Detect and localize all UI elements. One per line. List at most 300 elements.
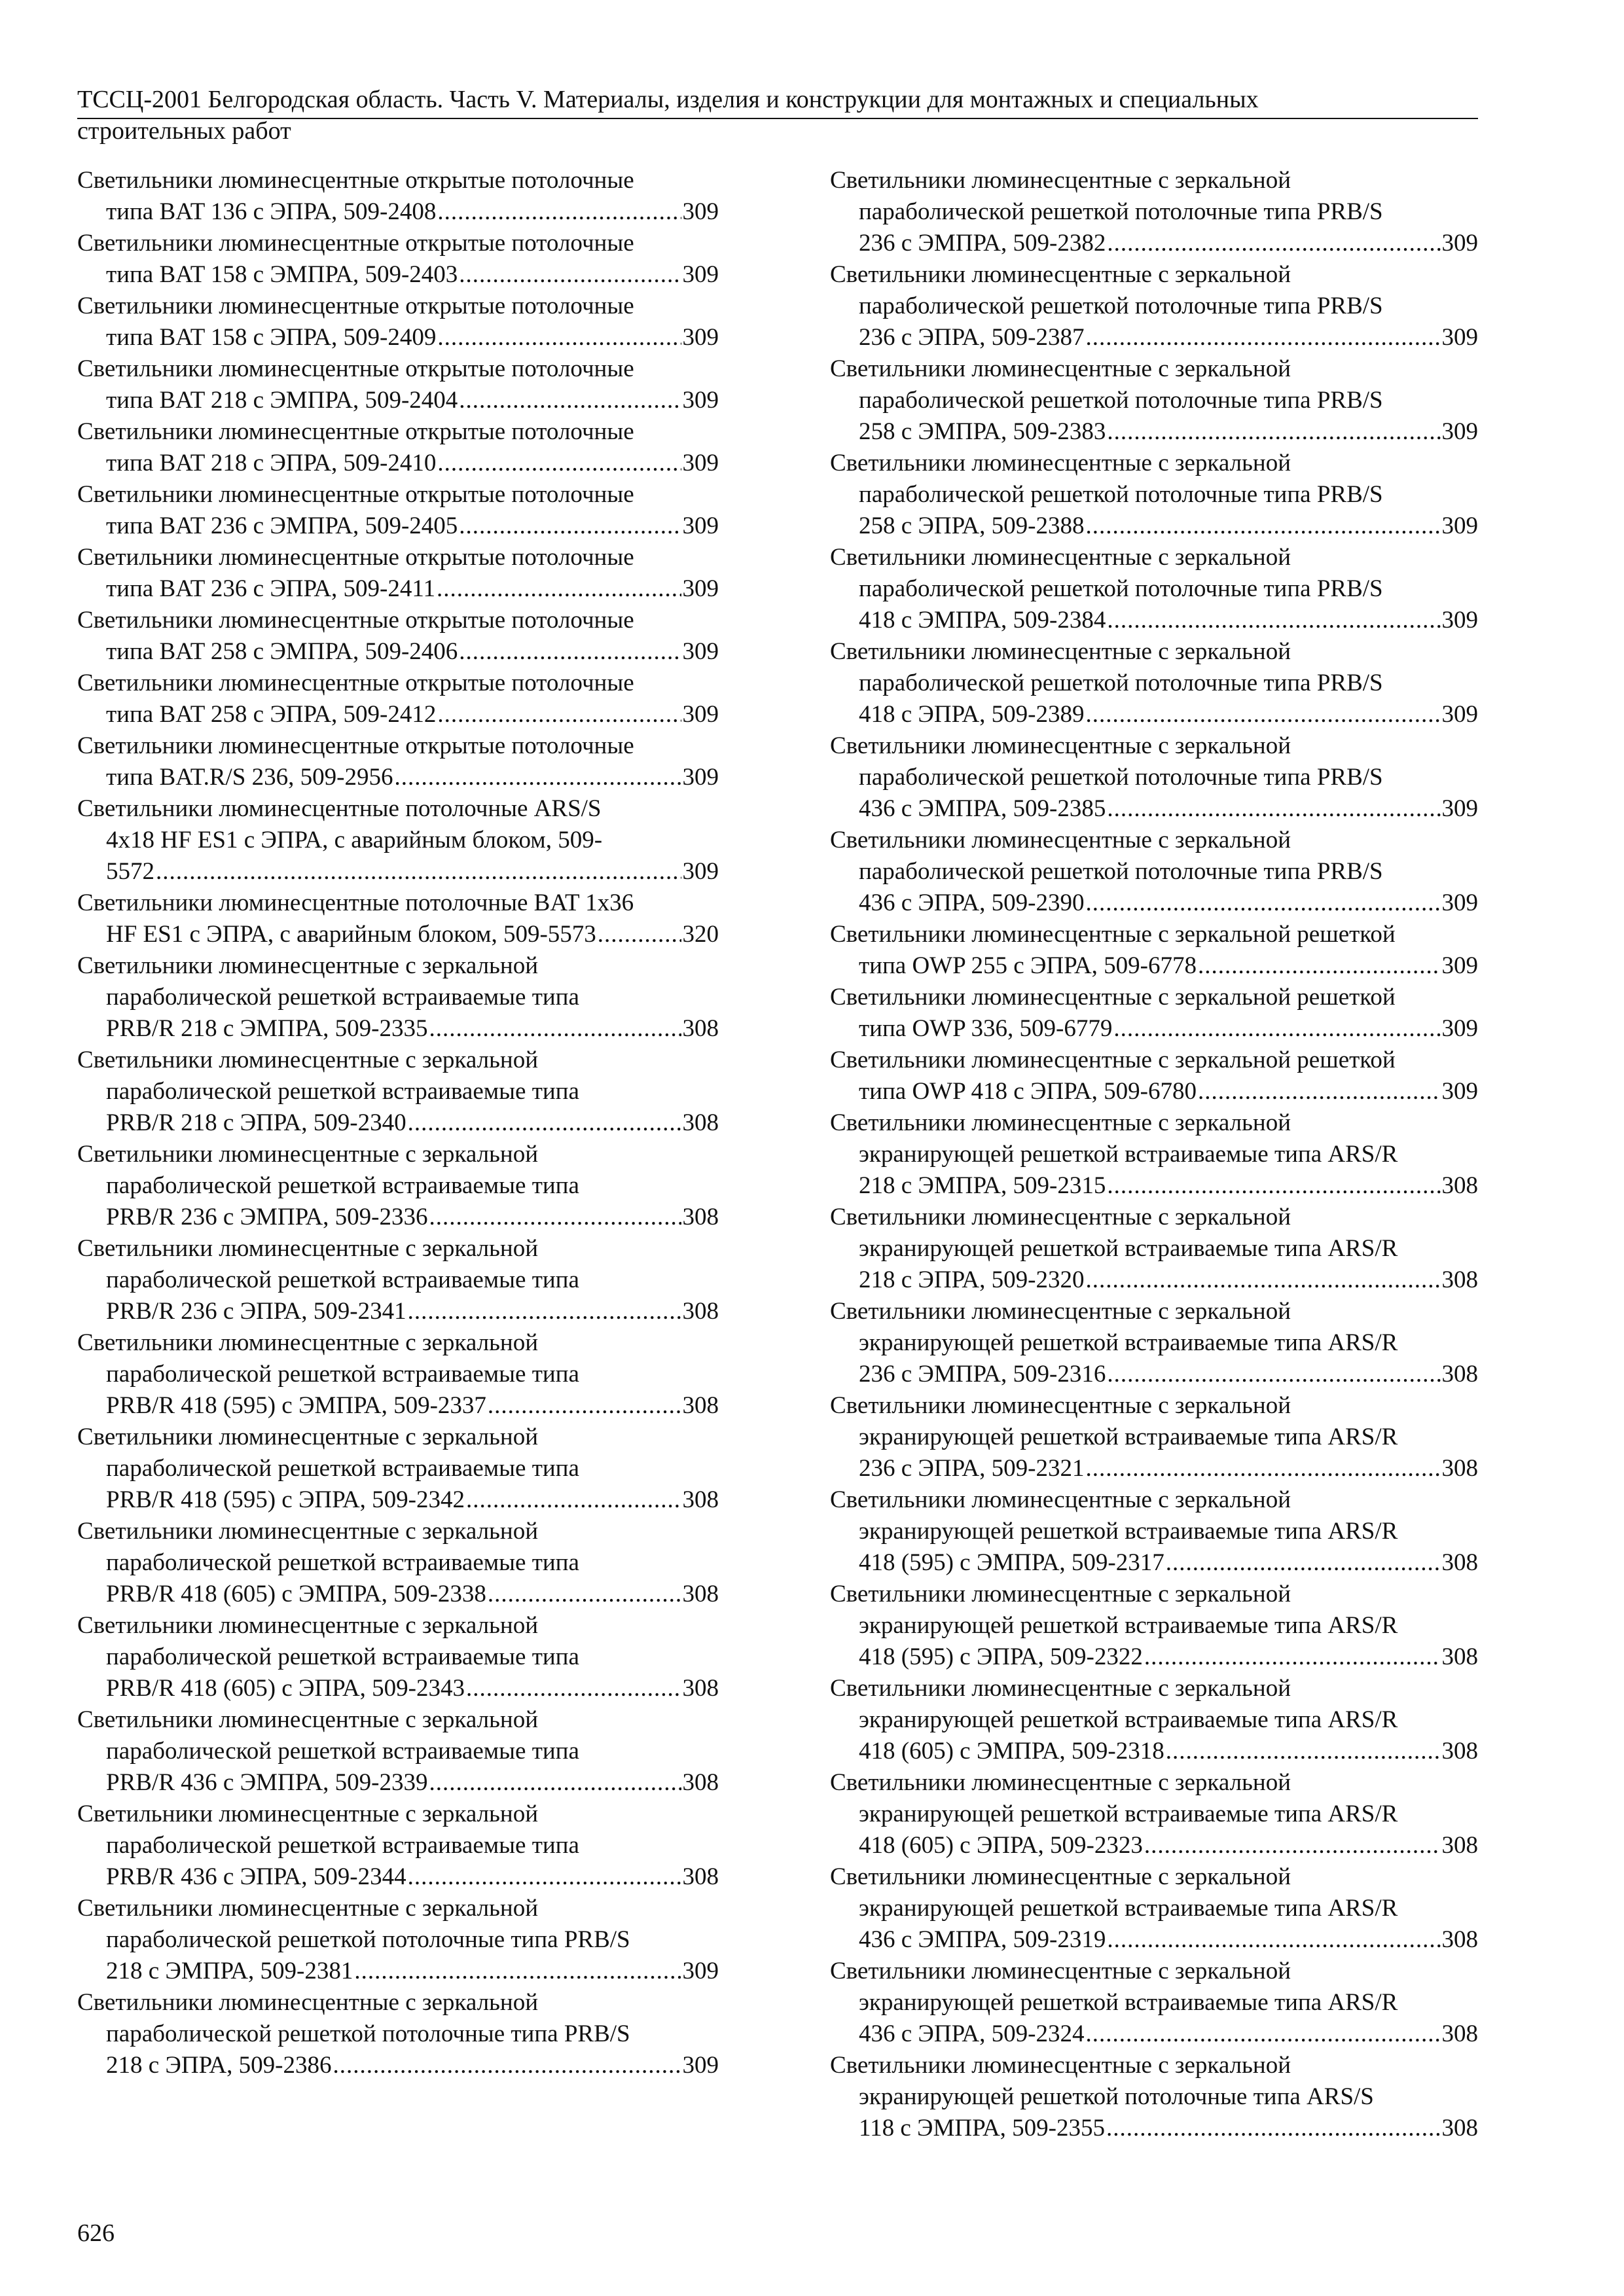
entry-last-line [77,1579,719,1610]
entry-last-line [77,1390,719,1422]
entry-text: Светильники люминесцентные с зеркальной [77,1706,539,1733]
entry-text: типа BAT 236 с ЭМПРА, 509-2405 [106,512,458,539]
entry-text: экранирующей решеткой встраиваемые типа ARS/R [859,1329,1398,1356]
entry-text: PRB/R 218 с ЭМПРА, 509-2335 [106,1015,428,1042]
index-entry [830,730,1478,825]
dot-leader [394,762,681,793]
entry-text: 218 с ЭМПРА, 509-2315 [859,1172,1106,1199]
entry-text: 236 с ЭМПРА, 509-2316 [859,1361,1106,1388]
entry-text: Светильники люминесцентные с зеркальной решеткой [830,984,1396,1011]
index-entry [77,668,719,730]
entry-text: Светильники люминесцентные открытые потолочные [77,355,634,382]
entry-text: типа OWP 255 с ЭПРА, 509-6778 [859,952,1197,979]
entry-line [830,668,1478,699]
entry-text: Светильники люминесцентные с зеркальной [77,1235,539,1262]
entry-text: Светильники люминесцентные с зеркальной [830,1675,1291,1702]
entry-last-line [830,1265,1478,1296]
entry-text: Светильники люминесцентные с зеркальной [830,450,1291,476]
entry-last-line [77,448,719,479]
entry-text: Светильники люминесцентные с зеркальной [77,1518,539,1545]
dot-leader [1085,511,1440,542]
entry-text: параболической решеткой встраиваемые типа [106,1172,579,1199]
entry-last-line [830,1359,1478,1390]
entry-page-number: 308 [682,1581,719,1607]
index-entry [77,1045,719,1139]
entry-last-line [830,1076,1478,1107]
entry-text: PRB/R 236 с ЭПРА, 509-2341 [106,1298,406,1325]
entry-line [77,950,719,982]
index-entry [830,919,1478,982]
entry-last-line [830,2113,1478,2144]
dot-leader [333,2050,681,2081]
index-entry [77,228,719,291]
dot-leader [1166,1736,1441,1767]
dot-leader [1085,888,1440,919]
entry-text: Светильники люминесцентные с зеркальной [830,261,1291,288]
entry-page-number: 309 [682,198,719,225]
entry-page-number: 309 [682,575,719,602]
entry-text: экранирующей решеткой встраиваемые типа ARS/R [859,1706,1398,1733]
entry-line [77,542,719,573]
entry-line [77,793,719,825]
entry-text: параболической решеткой встраиваемые типа [106,1832,579,1859]
entry-text: Светильники люминесцентные открытые потолочные [77,230,634,257]
entry-text: Светильники люминесцентные с зеркальной [830,827,1291,853]
entry-page-number: 309 [682,387,719,414]
entry-page-number: 308 [1441,1926,1478,1953]
index-entry [77,291,719,353]
entry-text: типа OWP 336, 509-6779 [859,1015,1113,1042]
entry-line [77,1453,719,1484]
dot-leader [1144,1830,1441,1861]
entry-line [77,1641,719,1673]
entry-text: PRB/R 418 (595) с ЭМПРА, 509-2337 [106,1392,486,1419]
index-entry [830,1296,1478,1390]
dot-leader [437,699,681,730]
dot-leader [1085,1453,1440,1484]
entry-line [830,2050,1478,2081]
entry-last-line [830,322,1478,353]
entry-line [77,1422,719,1453]
entry-text: Светильники люминесцентные открытые потолочные [77,293,634,319]
entry-line [830,982,1478,1013]
entry-line [830,259,1478,291]
entry-text: Светильники люминесцентные с зеркальной [830,732,1291,759]
entry-page-number: 308 [682,1675,719,1702]
entry-page-number: 309 [682,450,719,476]
entry-text: PRB/R 218 с ЭПРА, 509-2340 [106,1109,406,1136]
entry-line [77,1327,719,1359]
entry-text: параболической решеткой потолочные типа PRB/S [106,1926,630,1953]
entry-text: экранирующей решеткой встраиваемые типа ARS/R [859,1518,1398,1545]
entry-last-line [77,259,719,291]
entry-last-line [830,1170,1478,1202]
entry-text: 236 с ЭПРА, 509-2387 [859,324,1085,351]
entry-text: параболической решеткой встраиваемые типа [106,1078,579,1105]
entry-line [77,353,719,385]
dot-leader [466,1673,681,1704]
entry-last-line [830,1453,1478,1484]
entry-last-line [830,511,1478,542]
entry-text: экранирующей решеткой встраиваемые типа ARS/R [859,1989,1398,2016]
entry-page-number: 309 [1441,1015,1478,1042]
entry-text: 258 с ЭМПРА, 509-2383 [859,418,1106,445]
entry-line [830,1202,1478,1233]
dot-leader [598,919,681,950]
entry-line [77,416,719,448]
entry-page-number: 308 [682,1486,719,1513]
index-entry [77,1893,719,1987]
entry-text: Светильники люминесцентные с зеркальной [830,1958,1291,1984]
index-entry [830,353,1478,448]
entry-page-number: 308 [1441,1738,1478,1765]
entry-text: 218 с ЭПРА, 509-2386 [106,2052,332,2079]
entry-text: PRB/R 418 (595) с ЭПРА, 509-2342 [106,1486,465,1513]
entry-last-line [77,1202,719,1233]
dot-leader [437,196,681,228]
entry-last-line [77,699,719,730]
running-header [77,84,1478,147]
entry-page-number: 309 [682,638,719,665]
dot-leader [1085,699,1440,730]
entry-line [77,1170,719,1202]
header-line-2: строительных работ [77,117,291,145]
entry-text: Светильники люминесцентные с зеркальной [830,1769,1291,1796]
entry-text: 5572 [106,858,154,885]
entry-text: параболической решеткой потолочные типа PRB/S [859,198,1383,225]
entry-text: типа BAT 218 с ЭМПРА, 509-2404 [106,387,458,414]
dot-leader [408,1107,681,1139]
entry-text: 218 с ЭМПРА, 509-2381 [106,1958,353,1984]
dot-leader [459,636,681,668]
entry-text: параболической решеткой встраиваемые типа [106,1549,579,1576]
index-entry [77,1422,719,1516]
entry-line [830,1296,1478,1327]
entry-line [77,1893,719,1924]
dot-leader [466,1484,681,1516]
entry-text: 236 с ЭМПРА, 509-2382 [859,230,1106,257]
entry-line [830,196,1478,228]
index-column-right [830,165,1478,2144]
index-entry [830,542,1478,636]
entry-last-line [77,1673,719,1704]
entry-line [830,1767,1478,1799]
dot-leader [1198,1076,1441,1107]
dot-leader [1198,950,1441,982]
entry-text: Светильники люминесцентные открытые потолочные [77,481,634,508]
entry-page-number: 320 [682,921,719,948]
entry-text: 218 с ЭПРА, 509-2320 [859,1266,1085,1293]
dot-leader [459,259,681,291]
dot-leader [1107,1924,1440,1956]
entry-text: Светильники люминесцентные с зеркальной решеткой [830,1047,1396,1073]
entry-line [77,1704,719,1736]
entry-page-number: 309 [1441,795,1478,822]
entry-text: экранирующей решеткой встраиваемые типа ARS/R [859,1612,1398,1639]
entry-text: PRB/R 436 с ЭПРА, 509-2344 [106,1863,406,1890]
entry-line [830,1484,1478,1516]
index-entry [77,950,719,1045]
entry-line [830,1893,1478,1924]
entry-page-number: 308 [1441,1549,1478,1576]
entry-line [77,291,719,322]
entry-text: Светильники люминесцентные с зеркальной [830,1392,1291,1419]
dot-leader [1107,228,1440,259]
entry-page-number: 308 [1441,1361,1478,1388]
entry-text: экранирующей решеткой встраиваемые типа ARS/R [859,1801,1398,1827]
dot-leader [1107,416,1440,448]
entry-page-number: 309 [1441,607,1478,634]
entry-line [77,1076,719,1107]
entry-line [830,1799,1478,1830]
entry-page-number: 308 [682,1298,719,1325]
entry-page-number: 308 [1441,1455,1478,1482]
entry-line [77,228,719,259]
entry-text: PRB/R 236 с ЭМПРА, 509-2336 [106,1204,428,1230]
entry-line [830,1987,1478,2018]
entry-last-line [830,950,1478,982]
entry-text: Светильники люминесцентные с зеркальной [77,1612,539,1639]
entry-last-line [77,1861,719,1893]
entry-line [830,385,1478,416]
index-column-left [77,165,719,2081]
entry-text: 418 (595) с ЭПРА, 509-2322 [859,1643,1143,1670]
index-entry [77,416,719,479]
entry-text: параболической решеткой потолочные типа PRB/S [859,481,1383,508]
entry-text: Светильники люминесцентные с зеркальной [830,1863,1291,1890]
entry-line [77,605,719,636]
entry-text: типа BAT 136 с ЭПРА, 509-2408 [106,198,437,225]
entry-page-number: 309 [682,764,719,791]
index-entry [830,448,1478,542]
entry-last-line [77,385,719,416]
index-entry [77,888,719,950]
index-entry [77,730,719,793]
entry-page-number: 309 [1441,230,1478,257]
entry-line [77,1736,719,1767]
entry-text: Светильники люминесцентные с зеркальной [830,1486,1291,1513]
entry-text: типа BAT.R/S 236, 509-2956 [106,764,393,791]
entry-text: Светильники люминесцентные потолочные BAT 1x36 [77,889,634,916]
entry-page-number: 309 [682,324,719,351]
entry-line [77,165,719,196]
entry-text: Светильники люминесцентные потолочные ARS/S [77,795,602,822]
entry-line [830,1861,1478,1893]
entry-text: Светильники люминесцентные с зеркальной [77,1801,539,1827]
entry-line [77,1924,719,1956]
entry-line [830,1390,1478,1422]
entry-text: Светильники люминесцентные с зеркальной [830,2052,1291,2079]
dot-leader [1107,1170,1440,1202]
index-entry [830,2050,1478,2144]
entry-text: PRB/R 418 (605) с ЭМПРА, 509-2338 [106,1581,486,1607]
entry-page-number: 308 [682,1015,719,1042]
entry-text: Светильники люминесцентные с зеркальной [830,1109,1291,1136]
dot-leader [156,856,681,888]
entry-page-number: 309 [682,858,719,885]
entry-last-line [77,919,719,950]
entry-last-line [830,793,1478,825]
entry-page-number: 309 [682,261,719,288]
entry-last-line [77,1956,719,1987]
entry-text: Светильники люминесцентные открытые потолочные [77,544,634,571]
entry-line [830,353,1478,385]
entry-text: Светильники люминесцентные с зеркальной [77,1895,539,1922]
entry-line [830,825,1478,856]
index-entry [830,259,1478,353]
entry-last-line [77,1296,719,1327]
entry-page-number: 308 [1441,1266,1478,1293]
entry-last-line [77,856,719,888]
dot-leader [459,511,681,542]
entry-text: параболической решеткой потолочные типа PRB/S [859,575,1383,602]
entry-last-line [830,1736,1478,1767]
entry-text: Светильники люминесцентные с зеркальной [830,544,1291,571]
entry-line [77,1799,719,1830]
index-entry [77,1233,719,1327]
entry-line [830,1107,1478,1139]
entry-text: типа BAT 218 с ЭПРА, 509-2410 [106,450,437,476]
index-entry [77,353,719,416]
entry-last-line [77,322,719,353]
entry-text: параболической решеткой потолочные типа PRB/S [859,670,1383,696]
entry-text: Светильники люминесцентные с зеркальной [830,638,1291,665]
dot-leader [354,1956,681,1987]
index-entry [830,1767,1478,1861]
page-number: 626 [77,2219,115,2247]
entry-text: 418 (605) с ЭМПРА, 509-2318 [859,1738,1164,1765]
entry-line [830,1233,1478,1265]
dot-leader [1144,1641,1441,1673]
entry-text: экранирующей решеткой встраиваемые типа ARS/R [859,1895,1398,1922]
entry-text: параболической решеткой потолочные типа PRB/S [106,2020,630,2047]
entry-page-number: 308 [1441,1832,1478,1859]
entry-text: Светильники люминесцентные с зеркальной [77,1989,539,2016]
entry-text: экранирующей решеткой потолочные типа ARS/S [859,2083,1374,2110]
dot-leader [1113,1013,1440,1045]
index-entry [77,1139,719,1233]
entry-line [77,982,719,1013]
dot-leader [408,1296,681,1327]
dot-leader [429,1202,681,1233]
entry-line [830,1327,1478,1359]
entry-page-number: 309 [1441,512,1478,539]
index-entry [830,1107,1478,1202]
entry-text: экранирующей решеткой встраиваемые типа ARS/R [859,1235,1398,1262]
entry-line [830,1516,1478,1547]
dot-leader [1085,2018,1440,2050]
entry-page-number: 309 [1441,1078,1478,1105]
header-line-1: ТССЦ-2001 Белгородская область. Часть V. Материалы, изделия и конструкции для монтажных и специальных [77,86,1259,113]
entry-text: параболической решеткой встраиваемые типа [106,1738,579,1765]
entry-text: параболической решеткой потолочные типа PRB/S [859,387,1383,414]
entry-page-number: 308 [682,1769,719,1796]
entry-line [830,1704,1478,1736]
entry-text: параболической решеткой встраиваемые типа [106,1455,579,1482]
entry-text: Светильники люминесцентные с зеркальной [77,1047,539,1073]
entry-page-number: 309 [1441,889,1478,916]
entry-line [77,1233,719,1265]
index-entry [77,1799,719,1893]
entry-line [77,1610,719,1641]
entry-line [830,1579,1478,1610]
entry-text: Светильники люминесцентные с зеркальной решеткой [830,921,1396,948]
entry-last-line [77,2050,719,2081]
entry-text: Светильники люминесцентные открытые потолочные [77,670,634,696]
entry-text: параболической решеткой встраиваемые типа [106,1361,579,1388]
entry-last-line [830,416,1478,448]
entry-line [830,479,1478,511]
entry-text: HF ES1 с ЭПРА, с аварийным блоком, 509-5573 [106,921,596,948]
entry-text: типа BAT 158 с ЭМПРА, 509-2403 [106,261,458,288]
dot-leader [459,385,681,416]
entry-line [830,762,1478,793]
dot-leader [1085,322,1440,353]
entry-text: Светильники люминесцентные с зеркальной [77,1329,539,1356]
entry-line [77,1265,719,1296]
index-entry [77,793,719,888]
dot-leader [1085,1265,1440,1296]
entry-page-number: 309 [682,2052,719,2079]
entry-page-number: 308 [682,1204,719,1230]
entry-line [77,1987,719,2018]
entry-last-line [830,605,1478,636]
index-entry [77,1516,719,1610]
entry-line [830,636,1478,668]
entry-line [77,668,719,699]
index-entry [830,1045,1478,1107]
entry-text: типа BAT 258 с ЭМПРА, 509-2406 [106,638,458,665]
entry-line [830,856,1478,888]
entry-line [830,1956,1478,1987]
index-entry [830,1579,1478,1673]
entry-line [77,2018,719,2050]
dot-leader [1107,793,1440,825]
entry-page-number: 309 [1441,324,1478,351]
index-entry [77,1987,719,2081]
index-entry [830,1956,1478,2050]
dot-leader [488,1390,681,1422]
entry-last-line [830,888,1478,919]
index-entry [830,1484,1478,1579]
entry-line [77,730,719,762]
entry-page-number: 309 [682,512,719,539]
dot-leader [1107,605,1440,636]
entry-last-line [830,2018,1478,2050]
entry-text: параболической решеткой потолочные типа PRB/S [859,293,1383,319]
entry-last-line [77,1013,719,1045]
entry-text: Светильники люминесцентные открытые потолочные [77,167,634,194]
dot-leader [429,1013,681,1045]
entry-line [77,1547,719,1579]
entry-last-line [830,1924,1478,1956]
index-entry [830,1202,1478,1296]
entry-text: 4x18 HF ES1 с ЭПРА, с аварийным блоком, 509- [106,827,603,853]
entry-line [830,2081,1478,2113]
entry-last-line [830,228,1478,259]
entry-line [830,573,1478,605]
dot-leader [437,322,681,353]
entry-line [830,1610,1478,1641]
entry-text: 436 с ЭПРА, 509-2324 [859,2020,1085,2047]
index-entry [77,1610,719,1704]
entry-line [830,1673,1478,1704]
entry-text: 436 с ЭМПРА, 509-2385 [859,795,1106,822]
dot-leader [1107,1359,1440,1390]
entry-line [830,1139,1478,1170]
entry-text: PRB/R 436 с ЭМПРА, 509-2339 [106,1769,428,1796]
entry-last-line [830,1641,1478,1673]
